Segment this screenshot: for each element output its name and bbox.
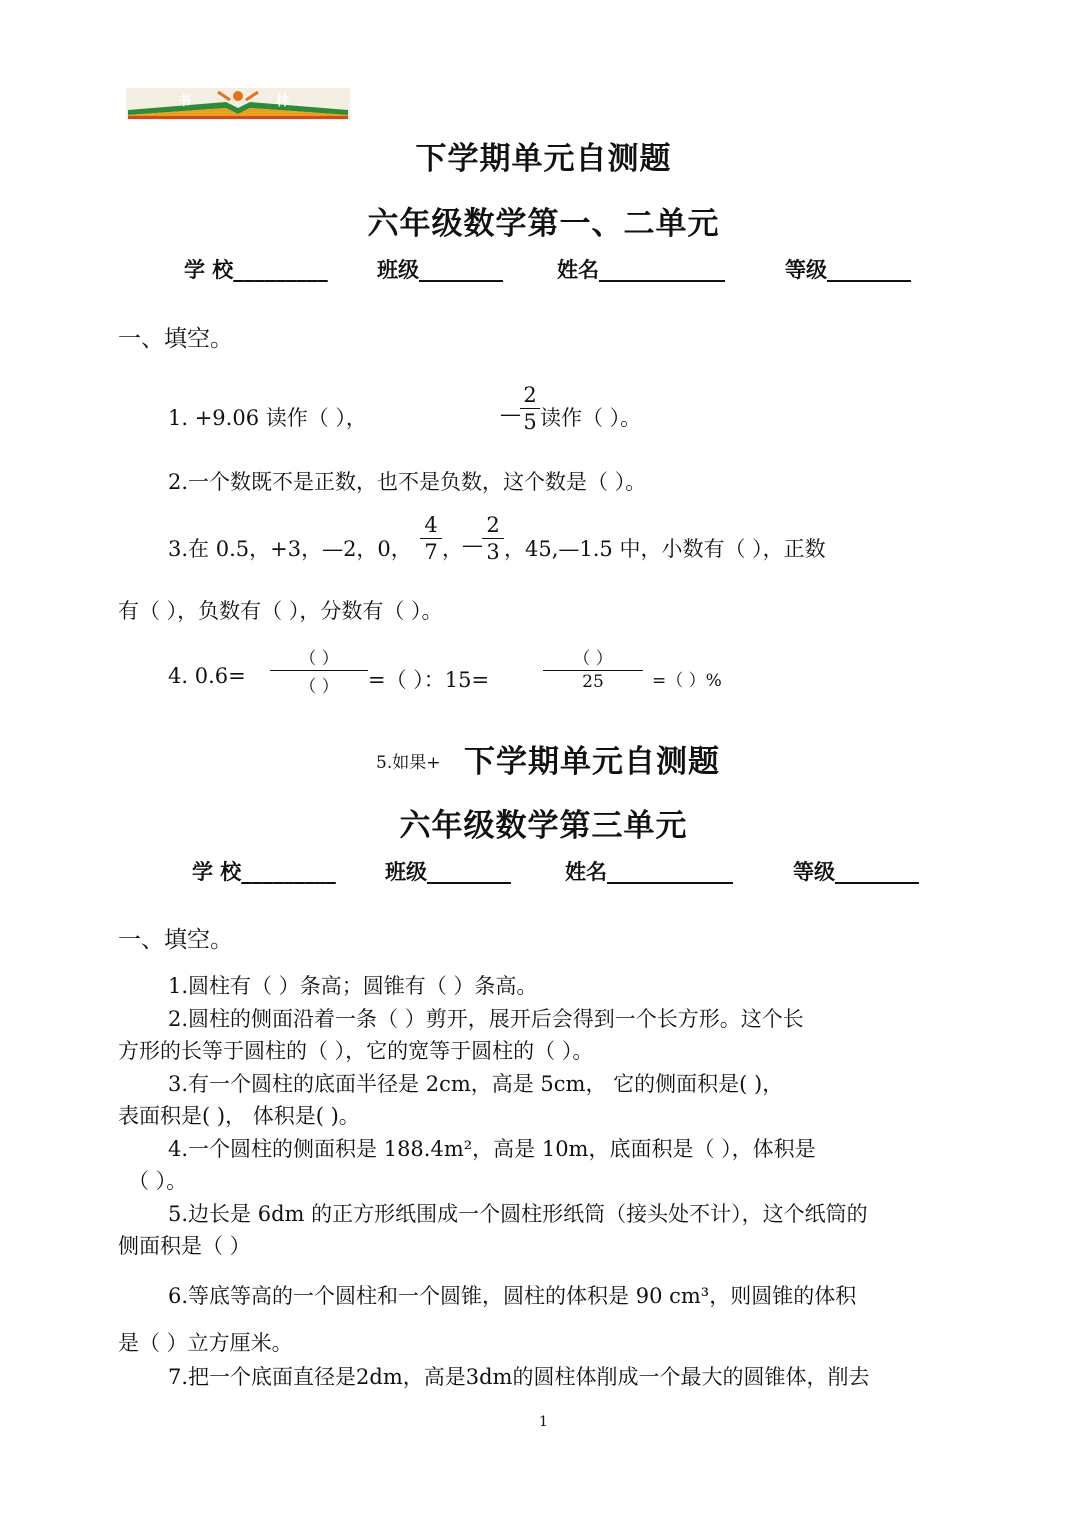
fraction-bar [482,538,504,539]
question-4-a: 4. 0.6= [168,664,246,688]
q-line: 侧面积是（ ） [118,1234,251,1258]
fraction-numerator: 4 [424,513,438,537]
info-grade-2: 等级________ [793,860,919,884]
fraction-numerator: （ ） [573,649,613,669]
fraction-numerator: 2 [523,383,537,407]
q-line: 3.有一个圆柱的底面半径是 2cm，高是 5cm， 它的侧面积是( )， [168,1072,784,1096]
info-class-2: 班级________ [385,860,511,884]
question-1-minus: — [500,402,521,426]
question-2: 2.一个数既不是正数，也不是负数，这个数是（ ）。 [168,470,647,494]
info-grade: 等级________ [785,258,911,282]
section-heading: 一、填空。 [118,326,233,352]
svg-text:书: 书 [178,94,192,109]
fraction-denominator: （ ） [299,677,339,697]
page-number: 1 [539,1414,548,1430]
fraction-denominator: 3 [486,540,500,564]
fraction-2-3 [482,513,504,564]
page-title: 下学期单元自测题 [415,141,672,177]
fraction-denominator: 7 [424,540,438,564]
info-class: 班级________ [377,258,503,282]
fraction-numerator: 2 [486,513,500,537]
question-3-a: 3.在 0.5，+3，—2，0， [168,537,412,561]
info-name-2: 姓名____________ [565,860,733,884]
fraction-bar [543,670,643,671]
page-subtitle: 六年级数学第一、二单元 [367,206,720,242]
q-line: 方形的长等于圆柱的（ ），它的宽等于圆柱的（ ）。 [118,1039,594,1063]
page-title-2: 下学期单元自测题 [464,744,720,780]
section-heading-2: 一、填空。 [118,927,233,953]
fraction-blank [270,644,368,697]
fraction-blank-25 [543,644,643,692]
question-3-b: ，45,—1.5 中，小数有（ ），正数 [504,537,826,561]
page-subtitle-2: 六年级数学第三单元 [399,808,688,844]
info-school-2: 学 校_________ [192,860,336,884]
q-line: 是（ ）立方厘米。 [118,1331,293,1355]
info-name: 姓名____________ [557,258,725,282]
q-line: （ ）。 [128,1169,188,1193]
question-1-a: 1. +9.06 读作（ ）， [168,406,367,430]
fraction-bar [270,670,368,671]
question-3-sep: ， [442,537,463,561]
q-line: 6.等底等高的一个圆柱和一个圆锥，圆柱的体积是 90 cm³，则圆锥的体积 [168,1284,857,1308]
q-line: 2.圆柱的侧面沿着一条（ ）剪开，展开后会得到一个长方形。这个长 [168,1007,804,1031]
fraction-numerator: （ ） [299,649,339,669]
fraction-denominator: 25 [582,672,604,692]
q-line: 5.边长是 6dm 的正方形纸围成一个圆柱形纸筒（接头处不计），这个纸筒的 [168,1202,868,1226]
question-5-prefix: 5.如果+ [376,753,441,773]
question-3-continued: 有（ ），负数有（ ），分数有（ ）。 [118,599,443,623]
logo [126,88,350,120]
svg-text:林: 林 [276,94,290,109]
fraction-2-5 [520,383,540,434]
fraction-bar [420,538,442,539]
question-1-b: 读作（ ）。 [540,406,642,430]
fraction-bar [520,408,540,409]
q-line: 4.一个圆柱的侧面积是 188.4m²，高是 10m，底面积是（ ），体积是 [168,1137,816,1161]
question-4-b: =（ ）：15= [368,668,490,692]
q-line: 7.把一个底面直径是2dm，高是3dm的圆柱体削成一个最大的圆锥体，削去 [168,1365,870,1389]
q-line: 1.圆柱有（ ）条高；圆锥有（ ）条高。 [168,974,538,998]
fraction-4-7 [420,513,442,564]
q-line: 表面积是( )， 体积是( )。 [118,1104,360,1128]
info-school: 学 校_________ [184,258,328,282]
question-3-minus: — [462,533,483,557]
fraction-denominator: 5 [523,410,537,434]
book-logo-icon [126,88,350,120]
question-4-c: =（ ）% [652,671,722,691]
